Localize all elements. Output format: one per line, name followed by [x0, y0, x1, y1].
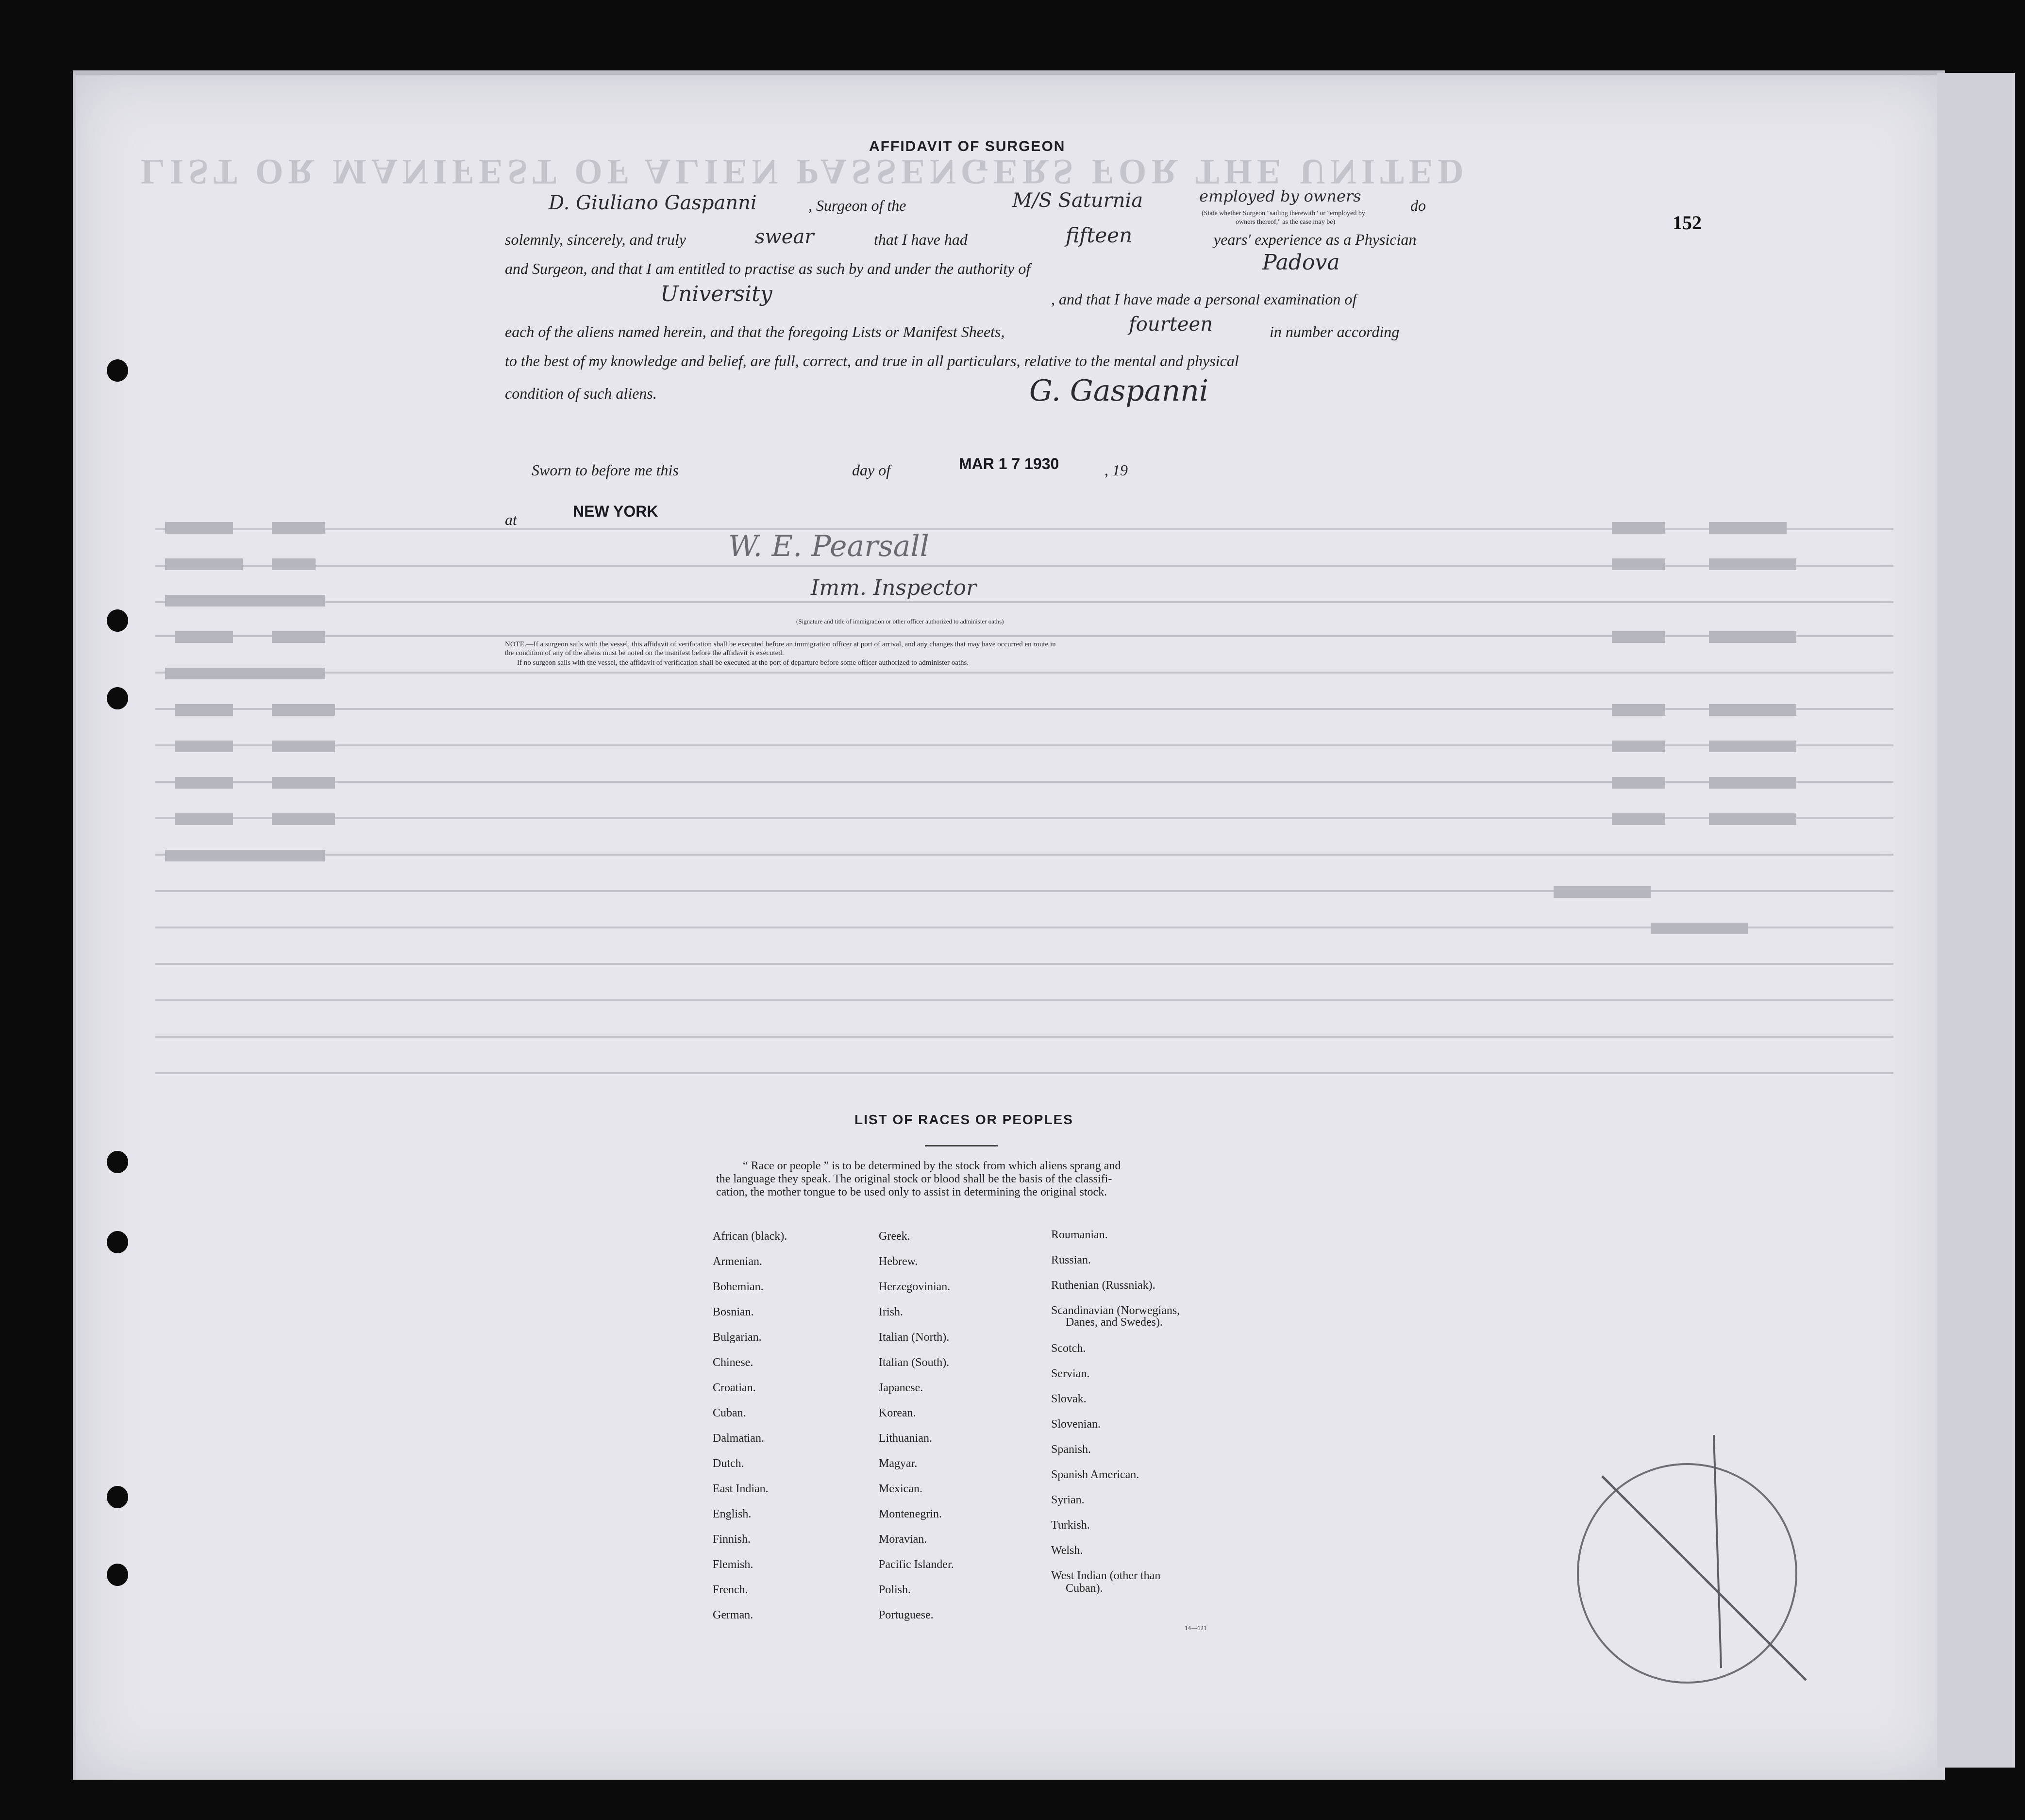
race-item: West Indian (other than	[1051, 1569, 1161, 1582]
line-2-mid: that I have had	[874, 231, 968, 248]
race-item: Mexican.	[879, 1483, 922, 1495]
race-item: Flemish.	[713, 1558, 753, 1571]
race-item: French.	[713, 1584, 748, 1596]
race-item: Dutch.	[713, 1457, 744, 1470]
oath-type: swear	[755, 226, 814, 248]
race-item: Dalmatian.	[713, 1432, 764, 1445]
race-item: Magyar.	[879, 1457, 918, 1470]
surgeon-name: D. Giuliano Gaspanni	[549, 192, 757, 214]
race-item: Greek.	[879, 1230, 910, 1243]
race-item: German.	[713, 1609, 753, 1621]
race-item: Slovak.	[1051, 1393, 1087, 1405]
race-item: Roumanian.	[1051, 1229, 1108, 1241]
race-item: Ruthenian (Russniak).	[1051, 1279, 1155, 1292]
race-item: Bosnian.	[713, 1306, 754, 1318]
date-stamp: MAR 1 7 1930	[959, 455, 1059, 472]
line-6: to the best of my knowledge and belief, are full, correct, and true in all particulars, relative to the mental and physical	[505, 352, 1239, 370]
line-2-prefix: solemnly, sincerely, and truly	[505, 231, 686, 248]
race-item: Slovenian.	[1051, 1418, 1101, 1431]
officer-title: Imm. Inspector	[811, 575, 977, 600]
authority-body: University	[660, 282, 772, 306]
note-line-3: If no surgeon sails with the vessel, the affidavit of verification shall be executed at the port of departure before some officer authorized to administer oaths.	[517, 659, 969, 667]
race-item: Korean.	[879, 1407, 916, 1419]
bleed-through-heading: LIST OR MANIFEST OF ALIEN PASSENGERS FOR THE UNITED	[141, 152, 1469, 191]
years-experience: fifteen	[1066, 223, 1133, 247]
race-item: Bohemian.	[713, 1281, 764, 1293]
race-item: Herzegovinian.	[879, 1281, 951, 1293]
race-item: Spanish.	[1051, 1443, 1091, 1456]
race-item: Turkish.	[1051, 1519, 1090, 1532]
race-item: Danes, and Swedes).	[1066, 1316, 1163, 1329]
vessel-name: M/S Saturnia	[1012, 189, 1143, 212]
race-item: Welsh.	[1051, 1544, 1083, 1557]
race-item: Bulgarian.	[713, 1331, 762, 1344]
year-suffix: , 19	[1105, 461, 1128, 479]
at-label: at	[505, 511, 517, 528]
race-item: Italian (South).	[879, 1356, 950, 1369]
officer-signature: W. E. Pearsall	[728, 529, 929, 563]
races-intro-1: “ Race or people ” is to be determined by the stock from which aliens sprang and	[743, 1160, 1121, 1172]
race-item: Irish.	[879, 1306, 903, 1318]
race-item: Croatian.	[713, 1382, 756, 1394]
line-3: and Surgeon, and that I am entitled to practise as such by and under the authority of	[505, 260, 1031, 277]
officer-caption: (Signature and title of immigration or other officer authorized to administer oaths)	[796, 618, 1004, 625]
page-number: 152	[1673, 212, 1702, 234]
note-line-1: NOTE.—If a surgeon sails with the vessel, this affidavit of verification shall be executed before an immigration officer at port of arrival, and any changes that may have occurred en route in	[505, 640, 1056, 648]
race-item: Scotch.	[1051, 1342, 1086, 1355]
place-stamp: NEW YORK	[573, 503, 658, 520]
line-2-suffix: years' experience as a Physician	[1214, 231, 1417, 248]
race-item: Polish.	[879, 1584, 911, 1596]
race-item: Portuguese.	[879, 1609, 934, 1621]
race-item: Italian (North).	[879, 1331, 950, 1344]
employment-hint-2: owners thereof," as the case may be)	[1236, 219, 1336, 226]
race-item: Montenegrin.	[879, 1508, 942, 1520]
race-item: Finnish.	[713, 1533, 751, 1546]
do-label: do	[1410, 197, 1426, 214]
line-7: condition of such aliens.	[505, 385, 657, 402]
form-number: 14—621	[1185, 1624, 1207, 1632]
race-item: Hebrew.	[879, 1255, 918, 1268]
sheets-count: fourteen	[1129, 313, 1213, 336]
race-item: Cuban.	[713, 1407, 746, 1419]
line-5-prefix: each of the aliens named herein, and that the foregoing Lists or Manifest Sheets,	[505, 323, 1005, 340]
surgeon-signature: G. Gaspanni	[1029, 374, 1209, 408]
race-item: Japanese.	[879, 1382, 923, 1394]
race-item: Chinese.	[713, 1356, 753, 1369]
line-5-suffix: in number according	[1270, 323, 1400, 340]
race-item: English.	[713, 1508, 752, 1520]
affidavit-title: AFFIDAVIT OF SURGEON	[869, 138, 1066, 154]
races-intro-3: cation, the mother tongue to be used only to assist in determining the original stock.	[716, 1186, 1107, 1198]
race-item: Pacific Islander.	[879, 1558, 954, 1571]
race-item: Russian.	[1051, 1254, 1091, 1266]
race-item: African (black).	[713, 1230, 787, 1243]
race-item: Servian.	[1051, 1367, 1090, 1380]
day-of-label: day of	[852, 461, 891, 479]
line-4-suffix: , and that I have made a personal examination of	[1051, 290, 1357, 308]
employment-hint-1: (State whether Surgeon "sailing therewith" or "employed by	[1202, 210, 1365, 217]
race-item: Cuban).	[1066, 1582, 1103, 1595]
races-title: LIST OF RACES OR PEOPLES	[854, 1112, 1073, 1127]
employment-status: employed by owners	[1199, 187, 1361, 205]
sworn-label: Sworn to before me this	[532, 461, 679, 479]
race-item: Syrian.	[1051, 1494, 1085, 1506]
surgeon-of-label: , Surgeon of the	[808, 197, 906, 214]
authority-place: Padova	[1262, 250, 1340, 275]
races-intro-2: the language they speak. The original stock or blood shall be the basis of the classifi-	[716, 1173, 1112, 1185]
race-item: Lithuanian.	[879, 1432, 932, 1445]
note-line-2: the condition of any of the aliens must be noted on the manifest before the affidavit is executed.	[505, 649, 784, 657]
race-item: Spanish American.	[1051, 1468, 1139, 1481]
race-item: Scandinavian (Norwegians,	[1051, 1304, 1180, 1317]
race-item: Moravian.	[879, 1533, 927, 1546]
race-item: East Indian.	[713, 1483, 769, 1495]
race-item: Armenian.	[713, 1255, 762, 1268]
